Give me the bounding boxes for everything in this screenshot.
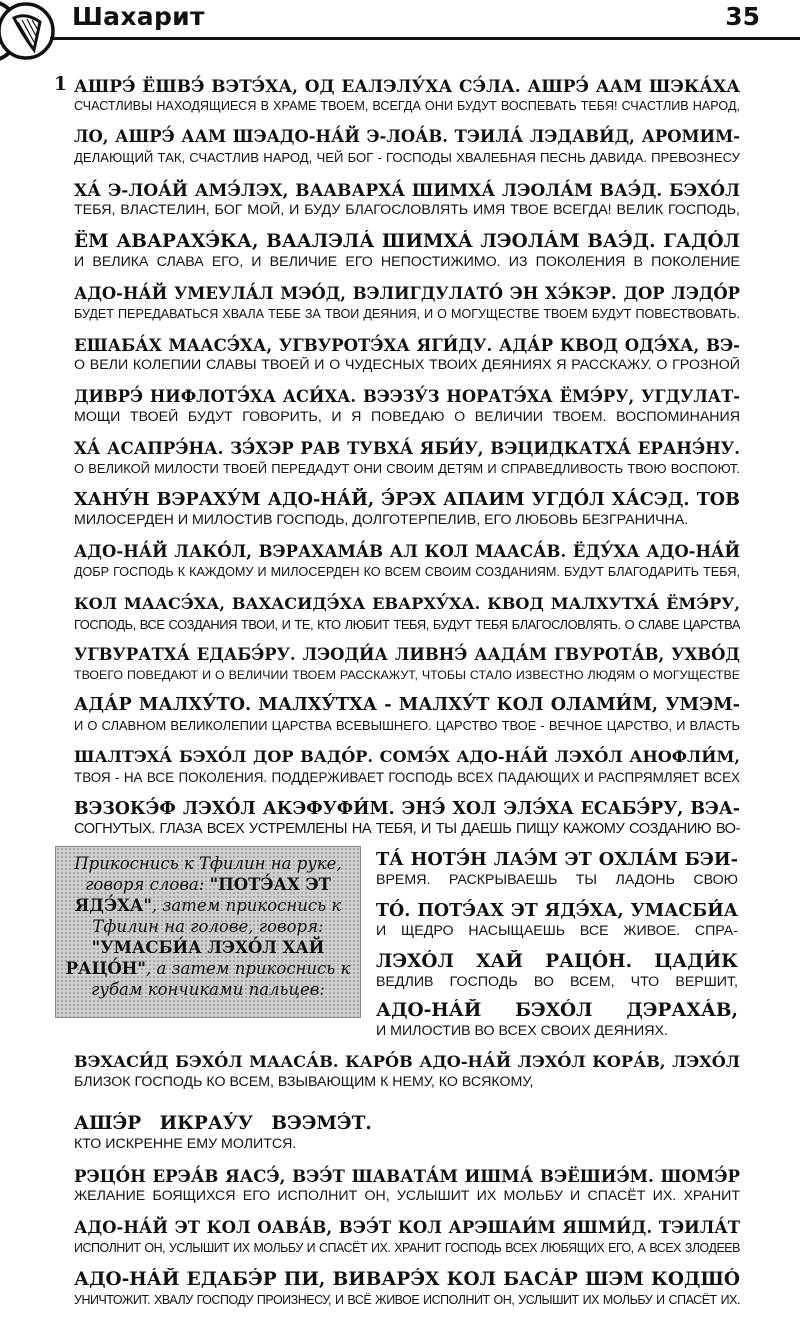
translation-line: ВРЕМЯ. РАСКРЫВАЕШЬ ТЫ ЛАДОНЬ СВОЮ: [376, 872, 738, 888]
translation-line: О ВЕЛИ КОЛЕПИИ СЛАВЫ ТВОЕЙ И О ЧУДЕСНЫХ ТВОИХ ДЕЯНИЯХ Я РАССКАЖУ. О ГРОЗНОЙ: [74, 357, 740, 373]
stanza: [74, 643, 740, 684]
transliteration-line: ШАЛТЭХА́ БЭХО́Л ДОР ВАДО́Р. СОМЭ́Х АДО-НА́Й ЛЭХО́Л АНОФЛИ́М,: [74, 747, 740, 766]
transliteration-line: ТА́ НОТЭ́Н ЛАЭ́М ЭТ ОХЛА́М БЭИ-: [376, 849, 738, 870]
verse-number: 1: [54, 74, 67, 95]
transliteration-line: ЕШАБА́Х МААСЭ́ХА, УГВУРОТЭ́ХА ЯГИ́ДУ. АДА́Р КВОД ОДЭ́ХА, ВЭ-: [74, 335, 740, 355]
translation-line: БЛИЗОК ГОСПОДЬ КО ВСЕМ, ВЗЫВАЮЩИМ К НЕМУ, КО ВСЯКОМУ,: [74, 1074, 534, 1090]
transliteration-line: АДО-НА́Й БЭХО́Л ДЭРАХА́В,: [376, 1000, 738, 1021]
translation-line: ТВОЕГО ПОВЕДАЮТ И О ВЕЛИЧИИ ТВОЕМ РАССКАЖУТ, ЧТОБЫ СТАЛО ИЗВЕСТНО ЛЮДЯМ О МОГУЩЕСТВЕ: [74, 668, 740, 682]
translation-line: ДЕЛАЮЩИЙ ТАК, СЧАСТЛИВ НАРОД, ЧЕЙ БОГ - ГОСПОДЫ ХВАЛЕБНАЯ ПЕСНЬ ДАВИДА. ПРЕВОЗНЕСУ: [74, 150, 740, 165]
stanza: [74, 592, 740, 633]
stanza: [54, 74, 740, 115]
instruction-part: Прикоснись к Тфилин на руке, говоря слова:: [74, 854, 342, 894]
translation-line: ДОБР ГОСПОДЬ К КАЖДОМУ И МИЛОСЕРДЕН КО ВСЕМ СВОИМ СОЗДАНИЯМ. БУДУТ БЛАГОДАРИТЬ ТЕБЯ,: [74, 565, 740, 579]
stanza: [376, 999, 738, 1040]
stanza: [74, 1050, 740, 1091]
transliteration-line: ДИВРЭ́ НИФЛОТЭ́ХА АСИ́ХА. ВЭЭЗУ́З НОРАТЭ́ХА ЁМЭ́РУ, УГДУЛАТ-: [74, 387, 740, 406]
transliteration-line: ЁМ АВАРАХЭ́КА, ВААЛЭЛА́ ШИМХА́ ЛЭОЛА́М ВАЭ́Д. ГАДО́Л: [74, 231, 740, 252]
stanza: [74, 125, 740, 166]
translation-line: УНИЧТОЖИТ. ХВАЛУ ГОСПОДУ ПРОИЗНЕСУ, И ВСЁ ЖИВОЕ ИСПОЛНИТ ОН, УСЛЫШИТ ИХ МОЛЬБУ И СПАСЁТ ИХ.: [74, 1293, 740, 1307]
stanza: [74, 436, 740, 477]
harp-icon: [0, 0, 58, 62]
stanza: [74, 488, 740, 529]
instruction-quote: "УМАСБИ́А ЛЭХО́Л ХАЙ РАЦО́Н": [65, 938, 325, 978]
translation-line: И МИЛОСТИВ ВО ВСЕХ СВОИХ ДЕЯНИЯХ.: [376, 1023, 668, 1039]
stanza: [74, 540, 740, 581]
translation-line: МОЩИ ТВОЕЙ БУДУТ ГОВОРИТЬ, И Я ПОВЕДАЮ О ВЕЛИЧИИ ТВОЕМ. ВОСПОМИНАНИЯ: [74, 409, 740, 425]
transliteration-line: ВЭХАСИ́Д БЭХО́Л МААСА́В. КАРО́В АДО-НА́Й ЛЭХО́Л КОРА́В, ЛЭХО́Л: [74, 1052, 740, 1071]
transliteration-line: АДА́Р МАЛХУ́ТО. МАЛХУ́ТХА - МАЛХУ́Т КОЛ ОЛАМИ́М, УМЭМ-: [74, 694, 740, 715]
header-divider: [50, 37, 800, 40]
stanza: [376, 899, 738, 940]
stanza: [74, 230, 740, 271]
transliteration-line: РЭЦО́Н ЕРЭА́В ЯАСЭ́, ВЭЭ́Т ШАВАТА́М ИШМА́ ВЭЁШИЭ́М. ШОМЭ́Р: [74, 1166, 740, 1186]
translation-line: И ЩЕДРО НАСЫЩАЕШЬ ВСЕ ЖИВОЕ. СПРА-: [376, 923, 738, 939]
translation-line: ЖЕЛАНИЕ БОЯЩИХСЯ ЕГО ИСПОЛНИТ ОН, УСЛЫШИТ ИХ МОЛЬБУ И СПАСЁТ ИХ. ХРАНИТ: [74, 1188, 740, 1204]
stanza: [74, 693, 740, 734]
transliteration-line: АДО-НА́Й УМЕУЛА́Л МЭО́Д, ВЭЛИГДУЛАТО́ ЭН ХЭ́КЭР. ДОР ЛЭДО́Р: [74, 284, 740, 303]
translation-line: О ВЕЛИКОЙ МИЛОСТИ ТВОЕЙ ПЕРЕДАДУТ ОНИ СВОИМ ДЕТЯМ И СПРАВЕДЛИВОСТЬ ТВОЮ ВОСПОЮТ.: [74, 461, 740, 476]
stanza: [74, 1112, 740, 1153]
instruction-part: , а затем прикоснись к губам кончиками пальцев:: [91, 959, 351, 999]
transliteration-line: АДО-НА́Й ЭТ КОЛ ОАВА́В, ВЭЭ́Т КОЛ АРЭШАИ́М ЯШМИ́Д. ТЭИЛА́Т: [74, 1218, 740, 1237]
transliteration-line: ХАНУ́Н ВЭРАХУ́М АДО-НА́Й, Э́РЭХ АПАИМ УГДО́Л ХА́СЭД. ТОВ: [74, 489, 740, 510]
stanza: [74, 1268, 740, 1309]
transliteration-line: ТО́. ПОТЭ́АХ ЭТ ЯДЭ́ХА, УМАСБИ́А: [376, 901, 738, 921]
instruction-part: , затем прикоснись к Тфилин на голове, говоря:: [92, 896, 342, 936]
transliteration-line: ЛЭХО́Л ХАЙ РАЦО́Н. ЦАДИ́К: [376, 951, 738, 972]
stanza: [74, 1164, 740, 1205]
transliteration-line: ХА́ Э-ЛОА́Й АМЭ́ЛЭХ, ВААВАРХА́ ШИМХА́ ЛЭОЛА́М ВАЭ́Д. БЭХО́Л: [74, 180, 740, 200]
translation-line: ТВОЯ - НА ВСЕ ПОКОЛЕНИЯ. ПОДДЕРЖИВАЕТ ГОСПОДЬ ВСЕХ ПАДАЮЩИХ И РАСПРЯМЛЯЕТ ВСЕХ: [74, 770, 740, 785]
transliteration-line: АДО-НА́Й ЛАКО́Л, ВЭРАХАМА́В АЛ КОЛ МААСА́В. ЁДУ́ХА АДО-НА́Й: [74, 542, 740, 561]
transliteration-line: ЛО, АШРЭ́ ААМ ШЭАДО-НА́Й Э-ЛОА́В. ТЭИЛА́ ЛЭДАВИ́Д, АРОМИМ-: [74, 127, 740, 146]
instruction-text: [64, 853, 352, 1000]
stanza: [376, 950, 738, 991]
transliteration-line: ХА́ АСАПРЭ́НА. ЗЭ́ХЭР РАВ ТУВХА́ ЯБИ́У, ВЭЦИДКАТХА́ ЕРАНЭ́НУ.: [74, 438, 740, 458]
stanza: [74, 1216, 740, 1257]
stanza: [74, 797, 740, 838]
page-title: Шахарит: [72, 2, 205, 31]
stanza: [74, 282, 740, 323]
stanza: [74, 745, 740, 786]
translation-line: СОГНУТЫХ. ГЛАЗА ВСЕХ УСТРЕМЛЕНЫ НА ТЕБЯ, И ТЫ ДАЕШЬ ПИЩУ КАЖОМУ СОЗДАНИЮ ВО-: [74, 821, 740, 837]
translation-line: И ВЕЛИКА СЛАВА ЕГО, И ВЕЛИЧИЕ ЕГО НЕПОСТИЖИМО. ИЗ ПОКОЛЕНИЯ В ПОКОЛЕНИЕ: [74, 254, 740, 270]
instruction-quote: "ПОТЭ́АХ ЭТ ЯДЭ́ХА": [74, 875, 331, 915]
translation-line: МИЛОСЕРДЕН И МИЛОСТИВ ГОСПОДЬ, ДОЛГОТЕРПЕЛИВ, ЕГО ЛЮБОВЬ БЕЗГРАНИЧНА.: [74, 512, 689, 528]
translation-line: БУДЕТ ПЕРЕДАВАТЬСЯ ХВАЛА ТЕБЕ ЗА ТВОИ ДЕЯНИЯ, И О МОГУЩЕСТВЕ ТВОЕМ БУДУТ ПОВЕСТВОВАТЬ.: [74, 307, 740, 321]
page-header: [0, 0, 800, 62]
transliteration-line: КОЛ МААСЭ́ХА, ВАХАСИДЭ́ХА ЕВАРХУ́ХА. КВОД МАЛХУТХА́ ЁМЭ́РУ,: [74, 594, 740, 613]
transliteration-line: АШРЭ́ ЁШВЭ́ ВЭТЭ́ХА, ОД ЕАЛЭЛУ́ХА СЭ́ЛА. АШРЭ́ ААМ ШЭКА́ХА: [74, 76, 740, 96]
translation-line: ИСПОЛНИТ ОН, УСЛЫШИТ ИХ МОЛЬБУ И СПАСЁТ ИХ. ХРАНИТ ГОСПОДЬ ВСЕХ ЛЮБЯЩИХ ЕГО, А ВСЕХ ЗЛОДЕЕВ: [74, 1241, 740, 1255]
translation-line: КТО ИСКРЕННЕ ЕМУ МОЛИТСЯ.: [74, 1136, 297, 1152]
stanza: [74, 333, 740, 374]
translation-line: ГОСПОДЬ, ВСЕ СОЗДАНИЯ ТВОИ, И ТЕ, КТО ЛЮБИТ ТЕБЯ, БУДУТ ТЕБЯ БЛАГОСЛОВЛЯТЬ. О СЛАВЕ ЦАРСТВА: [74, 617, 740, 632]
transliteration-line: АДО-НА́Й ЕДАБЭ́Р ПИ, ВИВАРЭ́Х КОЛ БАСА́Р ШЭМ КОДШО́: [74, 1269, 740, 1290]
translation-line: ТЕБЯ, ВЛАСТЕЛИН, БОГ МОЙ, И БУДУ БЛАГОСЛОВЛЯТЬ ИМЯ ТВОЕ ВСЕГДА! ВЕЛИК ГОСПОДЬ,: [74, 202, 740, 218]
translation-line: СЧАСТЛИВЫ НАХОДЯЩИЕСЯ В ХРАМЕ ТВОЕМ, ВСЕГДА ОНИ БУДУТ ВОСПЕВАТЬ ТЕБЯ! СЧАСТЛИВ НАРОД,: [74, 99, 740, 113]
stanza: [74, 385, 740, 426]
instruction-box: [55, 846, 361, 1018]
stanza: [376, 848, 738, 889]
translation-line: И О СЛАВНОМ ВЕЛИКОЛЕПИИ ЦАРСТВА ВСЕВЫШНЕГО. ЦАРСТВО ТВОЕ - ВЕЧНОЕ ЦАРСТВО, И ВЛАСТЬ: [74, 718, 740, 733]
translation-line: ВЕДЛИВ ГОСПОДЬ ВО ВСЕМ, ЧТО ВЕРШИТ,: [376, 974, 738, 990]
transliteration-line: ВЭЗОКЭ́Ф ЛЭХО́Л АКЭФУФИ́М. ЭНЭ́ ХОЛ ЭЛЭ́ХА ЕСАБЭ́РУ, ВЭА-: [74, 799, 740, 819]
stanza: [74, 178, 740, 219]
transliteration-line: УГВУРАТХА́ ЕДАБЭ́РУ. ЛЭОДИ́А ЛИВНЭ́ ААДА́М ГВУРОТА́В, УХВО́Д: [74, 645, 740, 664]
transliteration-line: АШЭ́Р ИКРАУ́У ВЭЭМЭ́Т.: [74, 1113, 372, 1134]
page-number: 35: [725, 2, 760, 31]
